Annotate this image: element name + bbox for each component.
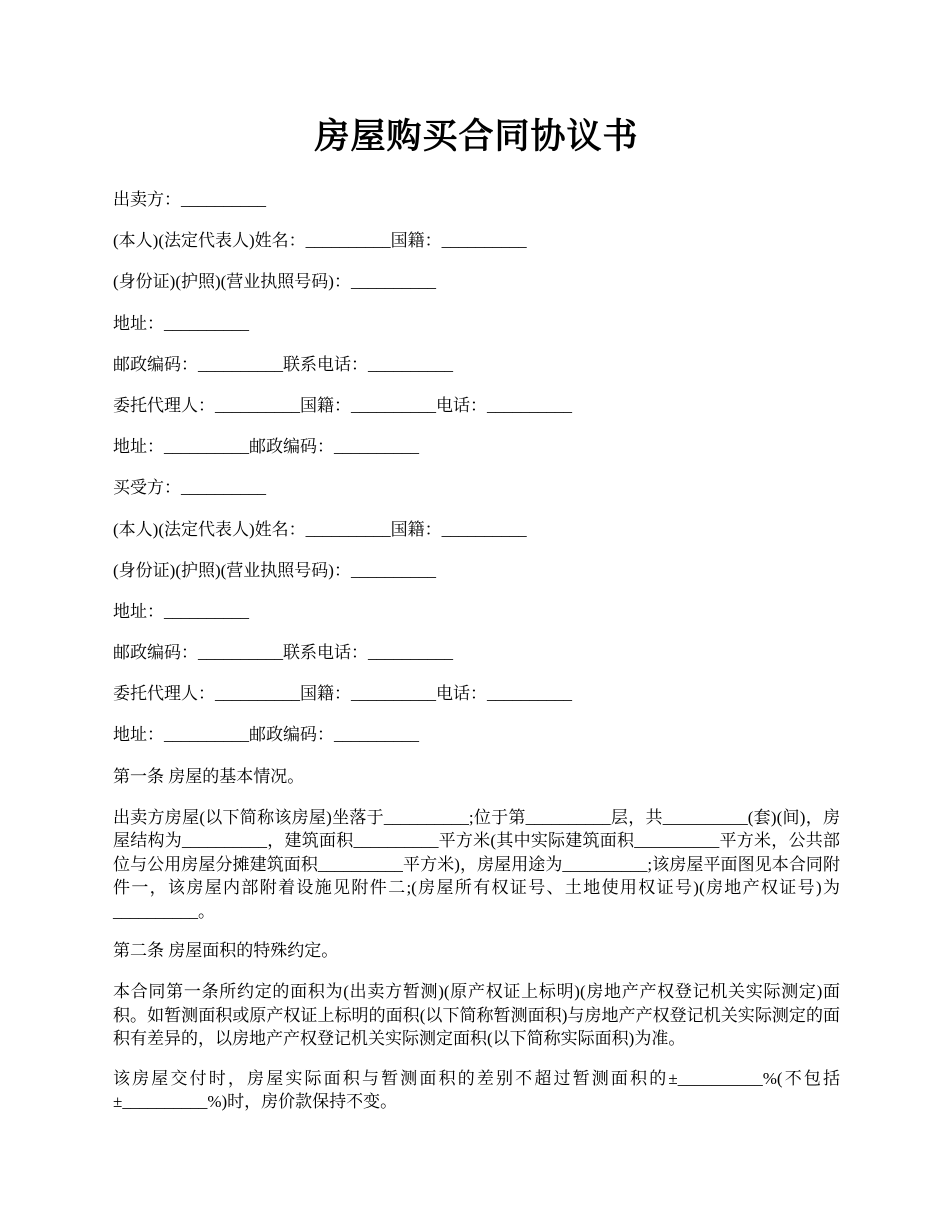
seller-agent-address-line: 地址：__________邮政编码：__________ <box>113 437 419 457</box>
seller-postal-line: 邮政编码：__________联系电话：__________ <box>113 354 453 374</box>
seller-section <box>113 188 840 459</box>
article-2-body-1: 本合同第一条所约定的面积为(出卖方暂测)(原产权证上标明)(房地产产权登记机关实际测定)面积。如暂测面积或原产权证上标明的面积(以下简称暂测面积)与房地产产权登记机关实际测定的面积有差异的，以房地产产权登记机关实际测定面积(以下简称实际面积)为准。 <box>113 982 840 1049</box>
article-1-body: 出卖方房屋(以下简称该房屋)坐落于__________;位于第__________层，共__________(套)(间)，房屋结构为__________，建筑面积__________平方米(其中实际建筑面积__________平方米，公共部位与公用房屋分摊建筑面积__________平方米)，房屋用途为__________;该房屋平面图见本合同附件一，该房屋内部附着设施见附件二;(房屋所有权证号、土地使用权证号)(房地产权证号)为__________。 <box>113 807 840 921</box>
seller-agent-line: 委托代理人：__________国籍：__________电话：__________ <box>113 395 572 415</box>
buyer-id-line: (身份证)(护照)(营业执照号码)：__________ <box>113 560 436 580</box>
buyer-postal-line: 邮政编码：__________联系电话：__________ <box>113 643 453 663</box>
seller-address-line: 地址：__________ <box>113 313 249 333</box>
article-2-heading: 第二条 房屋面积的特殊约定。 <box>113 941 339 961</box>
article-1-heading: 第一条 房屋的基本情况。 <box>113 766 305 786</box>
buyer-address-line: 地址：__________ <box>113 601 249 621</box>
buyer-party-line: 买受方：__________ <box>113 478 266 498</box>
document-title: 房屋购买合同协议书 <box>314 117 639 156</box>
buyer-agent-address-line: 地址：__________邮政编码：__________ <box>113 725 419 745</box>
buyer-section <box>113 476 840 747</box>
seller-name-line: (本人)(法定代表人)姓名：__________国籍：__________ <box>113 231 527 251</box>
article-2-body-2: 该房屋交付时，房屋实际面积与暂测面积的差别不超过暂测面积的±__________%(不包括±__________%)时，房价款保持不变。 <box>113 1068 840 1112</box>
buyer-agent-line: 委托代理人：__________国籍：__________电话：__________ <box>113 684 572 704</box>
seller-id-line: (身份证)(护照)(营业执照号码)：__________ <box>113 272 436 292</box>
seller-party-line: 出卖方：__________ <box>113 190 266 209</box>
buyer-name-line: (本人)(法定代表人)姓名：__________国籍：__________ <box>113 519 527 539</box>
